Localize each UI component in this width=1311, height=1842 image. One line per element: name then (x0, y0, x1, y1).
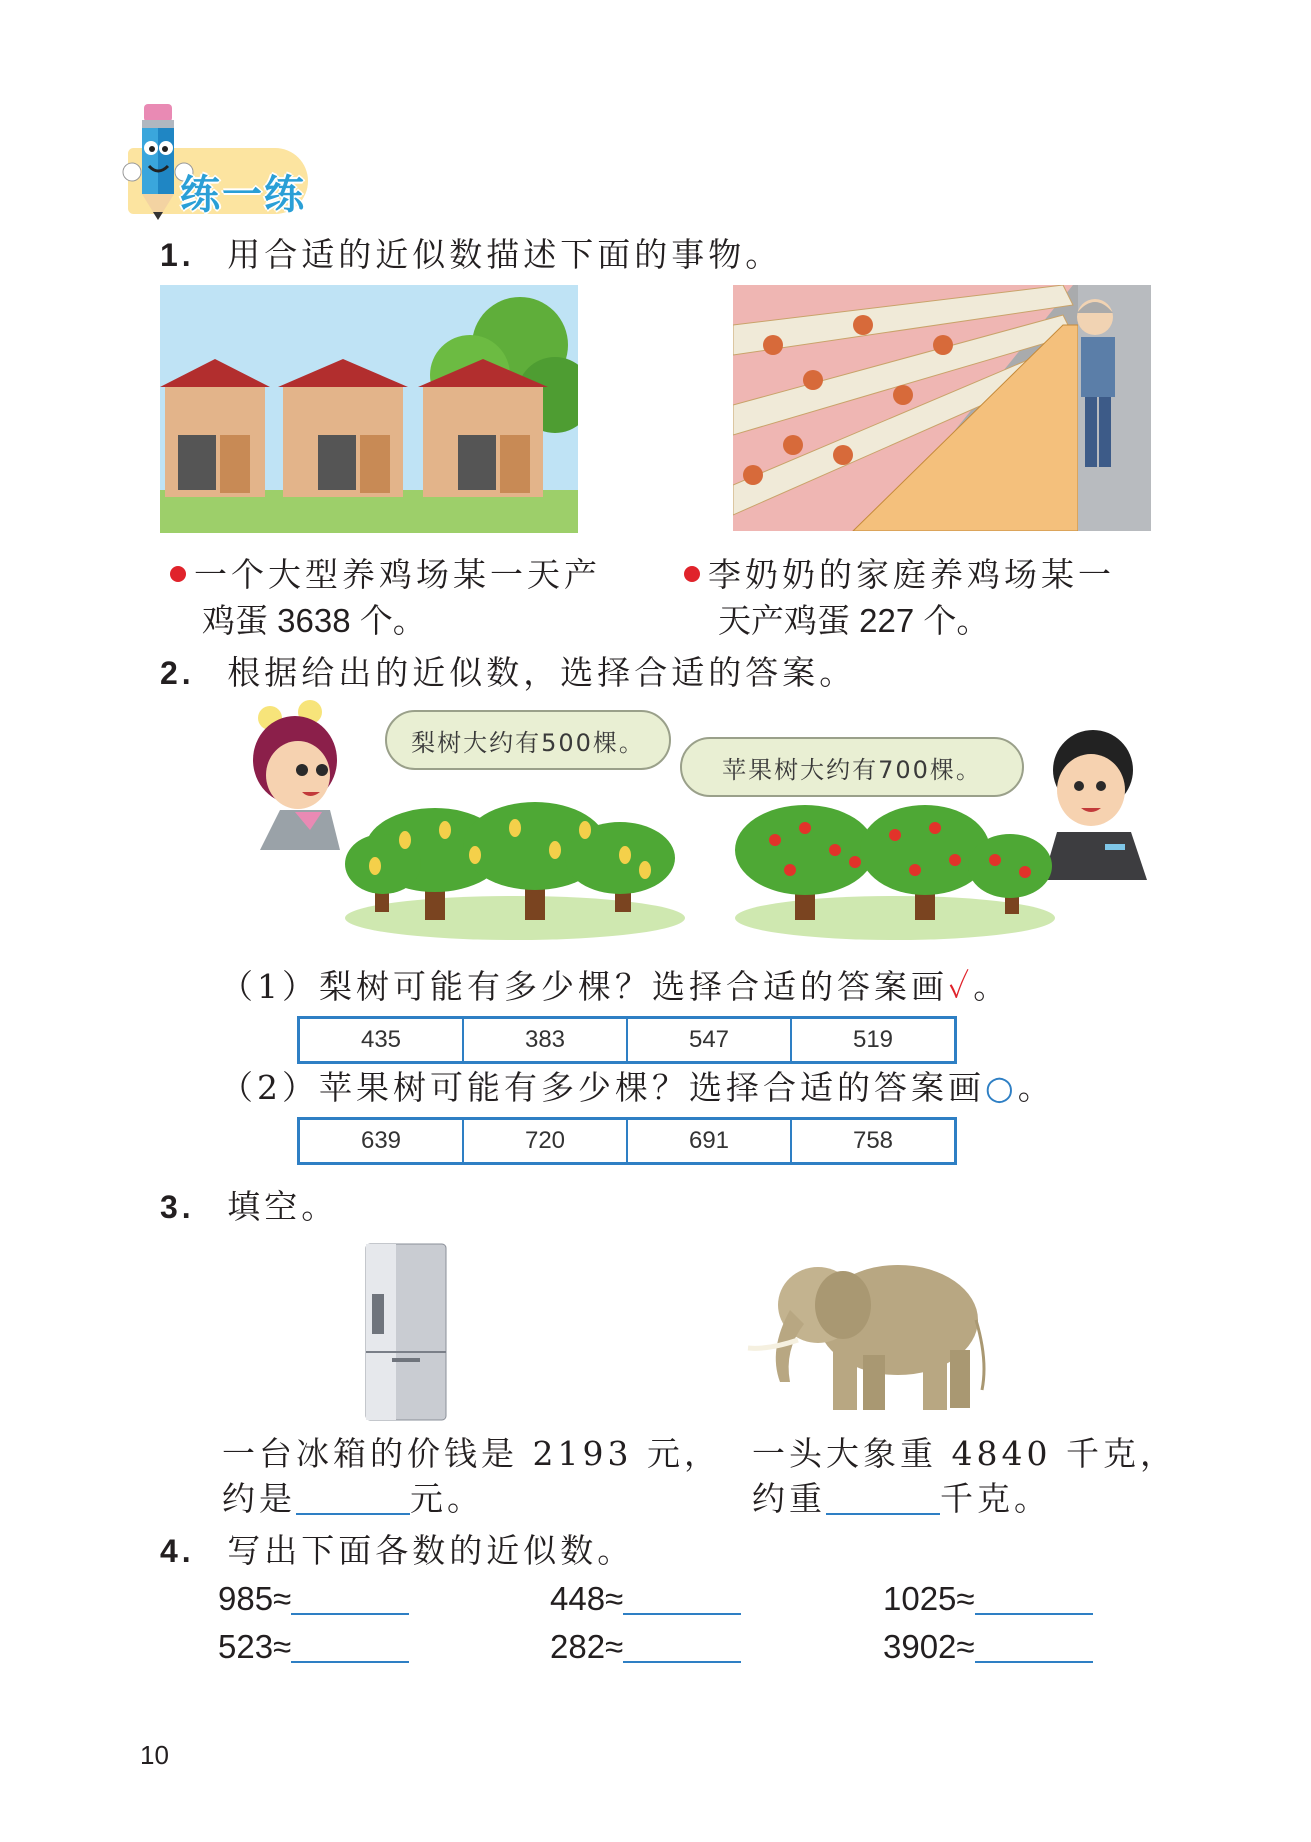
q1-item-1-line2: 鸡蛋 3638 个。 (202, 602, 426, 639)
q4-heading (160, 1531, 635, 1570)
bullet-icon (684, 566, 700, 582)
q4-number: 4. (160, 1533, 195, 1569)
q2-part1-option[interactable]: 519 (791, 1018, 956, 1063)
q2-part1-label: （1） (220, 967, 319, 1006)
q3-number: 3. (160, 1189, 195, 1225)
q1-heading (160, 235, 783, 274)
q3-heading (160, 1187, 339, 1226)
q3-item-2-line2 (752, 1479, 1051, 1518)
family-chicken-farm-illustration (733, 285, 1151, 531)
q4-answer-blank[interactable] (291, 1613, 409, 1615)
q4-answer-blank[interactable] (975, 1613, 1093, 1615)
q2-heading (160, 653, 857, 692)
q3-item-1-line1: 一台冰箱的价钱是 2193 元， (222, 1434, 721, 1473)
q4-row-1-item-2 (550, 1582, 741, 1615)
q4-expression: 282≈ (550, 1628, 624, 1665)
q2-part2-text: 苹果树可能有多少棵？选择合适的答案画 (319, 1068, 985, 1107)
q3-item-1-prefix: 约是 (222, 1479, 296, 1518)
q2-part2 (220, 1068, 1055, 1107)
q2-part1-option[interactable]: 383 (463, 1018, 627, 1063)
q4-expression: 448≈ (550, 1580, 624, 1617)
check-icon: ✓ (948, 967, 974, 1006)
q2-part1-end: 。 (973, 967, 1011, 1006)
q4-row-2-item-3 (883, 1630, 1093, 1663)
q1-prompt: 用合适的近似数描述下面的事物。 (227, 235, 783, 274)
q2-part1 (220, 967, 1011, 1006)
q2-prompt: 根据给出的近似数，选择合适的答案。 (227, 653, 857, 692)
bullet-icon (170, 566, 186, 582)
elephant-weight-blank[interactable] (826, 1513, 940, 1515)
q3-item-2-line1: 一头大象重 4840 千克， (752, 1434, 1177, 1473)
q2-part1-option[interactable]: 547 (627, 1018, 791, 1063)
q4-answer-blank[interactable] (623, 1661, 741, 1663)
q1-item-2 (684, 555, 1115, 594)
q2-part2-options (297, 1117, 957, 1165)
q2-part1-option[interactable]: 435 (360, 1026, 402, 1053)
q3-item-1-line2 (222, 1479, 484, 1518)
q4-row-1-item-1 (218, 1582, 409, 1615)
q4-answer-blank[interactable] (291, 1661, 409, 1663)
q4-row-2-item-1 (218, 1630, 409, 1663)
q3-item-2-suffix: 千克。 (940, 1479, 1051, 1518)
q2-part2-option[interactable]: 639 (360, 1127, 402, 1154)
q3-item-1-suffix: 元。 (410, 1479, 484, 1518)
q2-part1-options (297, 1016, 957, 1064)
q4-expression: 1025≈ (883, 1580, 975, 1617)
q2-part2-option[interactable]: 758 (791, 1119, 956, 1164)
circle-icon: ○ (985, 1068, 1018, 1107)
q2-part1-text: 梨树可能有多少棵？选择合适的答案画 (319, 967, 948, 1006)
section-title: 练一练 (180, 172, 306, 218)
q1-item-2-line2: 天产鸡蛋 227 个。 (718, 602, 990, 639)
q3-item-2-prefix: 约重 (752, 1479, 826, 1518)
elephant-illustration (738, 1250, 988, 1415)
q1-item-2-line1: 李奶奶的家庭养鸡场某一 (708, 555, 1115, 594)
apple-trees-illustration (735, 800, 1055, 940)
q4-answer-blank[interactable] (975, 1661, 1093, 1663)
q4-answer-blank[interactable] (623, 1613, 741, 1615)
chicken-barns-illustration (160, 285, 578, 533)
q1-number: 1. (160, 237, 195, 273)
refrigerator-illustration (362, 1242, 452, 1422)
q4-row-1-item-3 (883, 1582, 1093, 1615)
q1-item-1-line1: 一个大型养鸡场某一天产 (194, 555, 601, 594)
q4-row-2-item-2 (550, 1630, 741, 1663)
q4-expression: 985≈ (218, 1580, 292, 1617)
q4-expression: 3902≈ (883, 1628, 975, 1665)
page-number: 10 (140, 1740, 169, 1770)
q3-prompt: 填空。 (227, 1187, 339, 1226)
apple-speech-bubble: 苹果树大约有700棵。 (680, 737, 1024, 797)
q2-part2-end: 。 (1017, 1068, 1055, 1107)
pear-speech-bubble: 梨树大约有500棵。 (385, 710, 671, 770)
q1-item-1 (170, 555, 601, 594)
q2-part2-option[interactable]: 691 (627, 1119, 791, 1164)
q2-number: 2. (160, 655, 195, 691)
q2-part2-label: （2） (220, 1068, 319, 1107)
pear-trees-illustration (345, 800, 685, 940)
girl-illustration (240, 700, 350, 850)
q4-expression: 523≈ (218, 1628, 292, 1665)
q4-prompt: 写出下面各数的近似数。 (227, 1531, 635, 1570)
fridge-price-blank[interactable] (296, 1513, 410, 1515)
q2-part2-option[interactable]: 720 (463, 1119, 627, 1164)
